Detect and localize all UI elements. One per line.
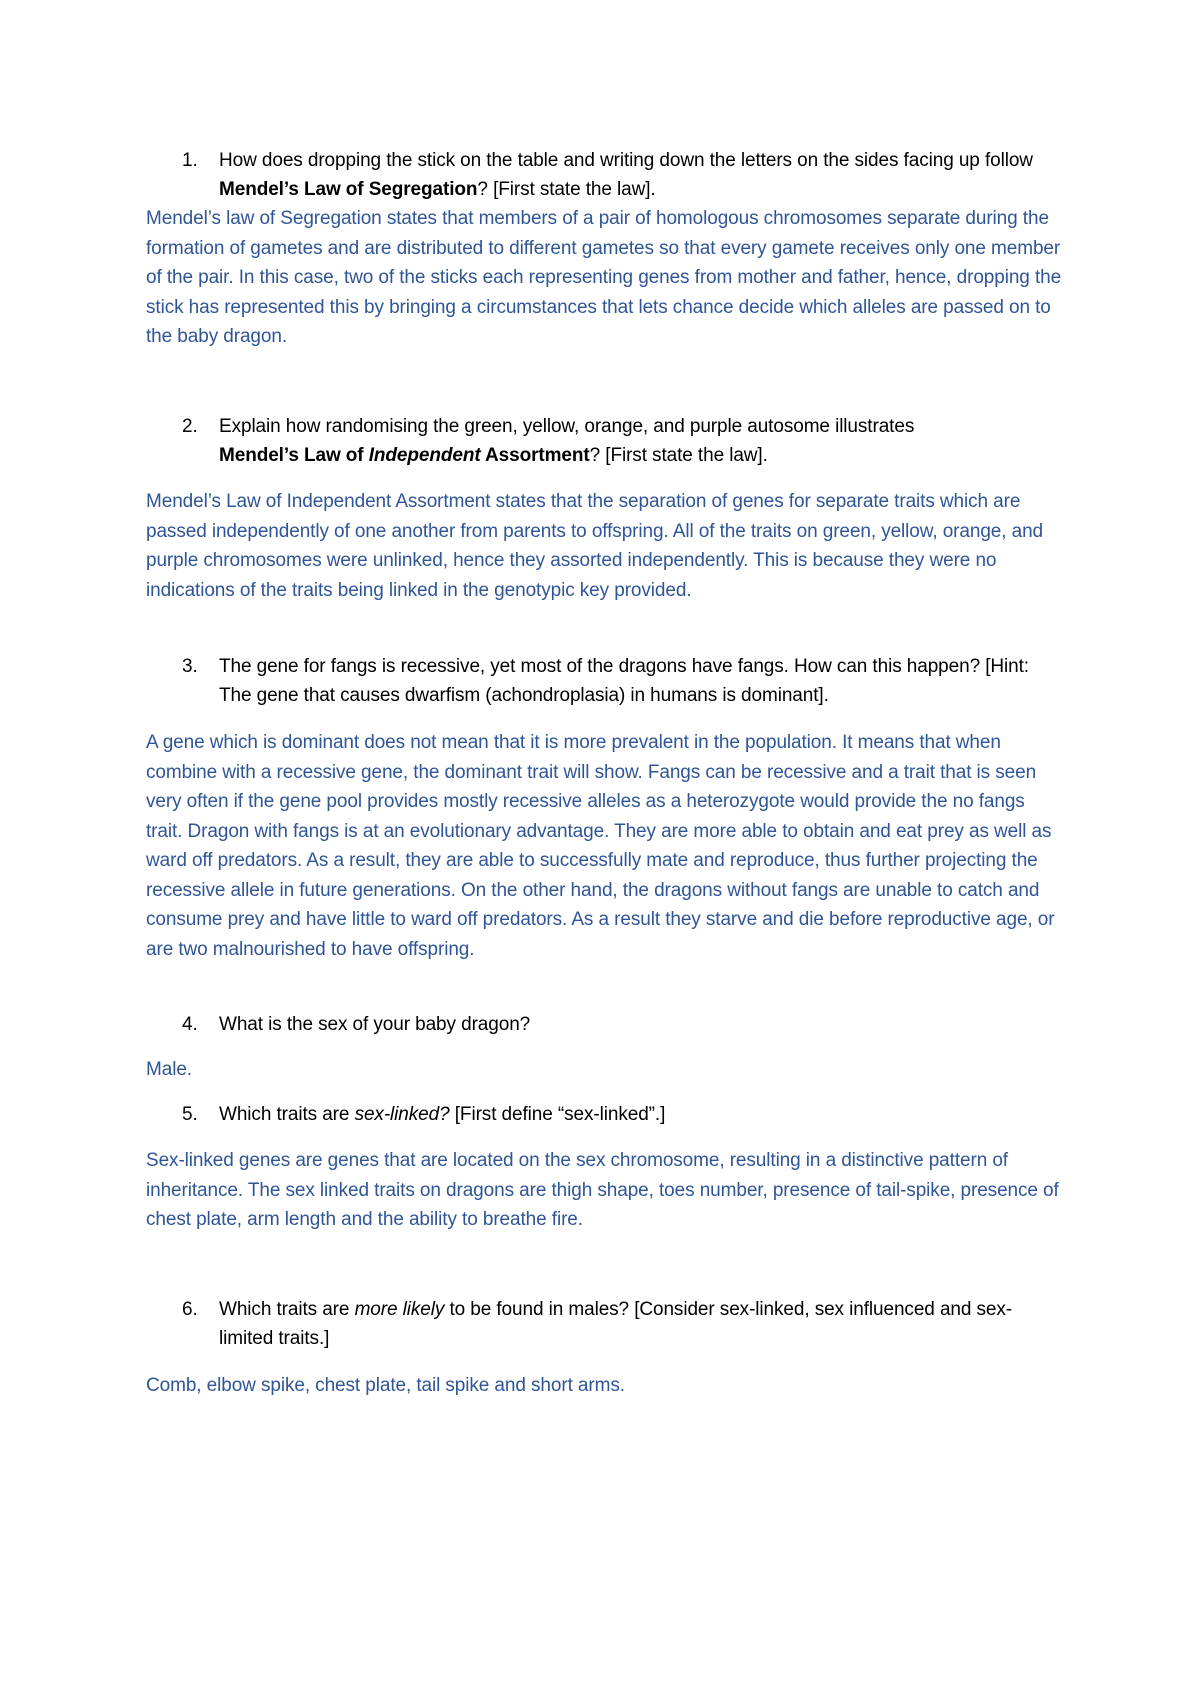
question-number: 6. xyxy=(182,1299,198,1320)
question-block-2 xyxy=(146,412,1066,470)
question-text-bold-italic: Independent xyxy=(368,445,481,466)
question-block-4 xyxy=(146,1010,1066,1039)
question-text: ? [First state the law]. xyxy=(589,445,768,466)
question-text-bold: Mendel’s Law of Segregation xyxy=(219,179,478,200)
question-number: 3. xyxy=(182,656,198,677)
answer-block-6 xyxy=(146,1371,1066,1401)
question-1 xyxy=(146,146,1066,204)
question-number: 2. xyxy=(182,416,198,437)
question-block-1 xyxy=(146,146,1066,204)
answer-4: Male. xyxy=(146,1059,192,1080)
question-number: 5. xyxy=(182,1104,198,1125)
question-number: 1. xyxy=(182,150,198,171)
answer-block-3 xyxy=(146,728,1066,964)
question-text: Which traits are xyxy=(219,1299,355,1320)
answer-block-4 xyxy=(146,1055,1066,1085)
answer-2: Mendel’s Law of Independent Assortment states that the separation of genes for separate traits which are passed independently of one another from parents to offspring. All of the traits on green, yellow, orange, and purple chromosomes were unlinked, hence they assorted independently. This is because they were no indications of the traits being linked in the genotypic key provided. xyxy=(146,491,1044,601)
question-text: ? [First state the law]. xyxy=(477,179,656,200)
question-block-3 xyxy=(146,652,1066,710)
answer-block-2 xyxy=(146,487,1066,605)
question-text: Explain how randomising the green, yellow, orange, and purple autosome illustrates xyxy=(219,416,915,437)
question-text: Which traits are xyxy=(219,1104,355,1125)
answer-block-1 xyxy=(146,204,1066,352)
question-5 xyxy=(146,1100,1066,1129)
question-block-6 xyxy=(146,1295,1066,1353)
question-3 xyxy=(146,652,1066,710)
question-text: What is the sex of your baby dragon? xyxy=(219,1014,531,1035)
question-text-bold: Assortment xyxy=(480,445,590,466)
question-text: [First define “sex-linked”.] xyxy=(449,1104,666,1125)
question-block-5 xyxy=(146,1100,1066,1129)
answer-3: A gene which is dominant does not mean that it is more prevalent in the population. It means that when combine with a recessive gene, the dominant trait will show. Fangs can be recessive and a trait that is seen very often if the gene pool provides mostly recessive alleles as a heterozygote would provide the no fangs trait. Dragon with fangs is at an evolutionary advantage. They are more able to obtain and eat prey as well as ward off predators. As a result, they are able to successfully mate and reproduce, thus further projecting the recessive allele in future generations. On the other hand, the dragons without fangs are unable to catch and consume prey and have little to ward off predators. As a result they starve and die before reproductive age, or are two malnourished to have offspring. xyxy=(146,732,1055,960)
question-text: The gene for fangs is recessive, yet most of the dragons have fangs. How can this happen? [Hint: The gene that causes dwarfism (achondroplasia) in humans is dominant]. xyxy=(219,656,1029,706)
question-4 xyxy=(146,1010,1066,1039)
question-text-italic: sex-linked? xyxy=(354,1104,450,1125)
question-text-bold: Mendel’s Law of xyxy=(219,445,369,466)
answer-6: Comb, elbow spike, chest plate, tail spike and short arms. xyxy=(146,1375,625,1396)
answer-1: Mendel’s law of Segregation states that members of a pair of homologous chromosomes separate during the formation of gametes and are distributed to different gametes so that every gamete receives only one member of the pair. In this case, two of the sticks each representing genes from mother and father, hence, dropping the stick has represented this by bringing a circumstances that lets chance decide which alleles are passed on to the baby dragon. xyxy=(146,208,1062,347)
question-2 xyxy=(146,412,1066,470)
question-number: 4. xyxy=(182,1014,198,1035)
question-text: How does dropping the stick on the table and writing down the letters on the sides facing up follow xyxy=(219,150,1033,171)
question-text-italic: more likely xyxy=(354,1299,445,1320)
answer-block-5 xyxy=(146,1146,1066,1235)
question-6 xyxy=(146,1295,1066,1353)
question-text: to be found in males? [Consider sex-linked, sex influenced and sex-limited traits.] xyxy=(219,1299,1013,1349)
answer-5: Sex-linked genes are genes that are located on the sex chromosome, resulting in a distinctive pattern of inheritance. The sex linked traits on dragons are thigh shape, toes number, presence of tail-spike, presence of chest plate, arm length and the ability to breathe fire. xyxy=(146,1150,1059,1230)
